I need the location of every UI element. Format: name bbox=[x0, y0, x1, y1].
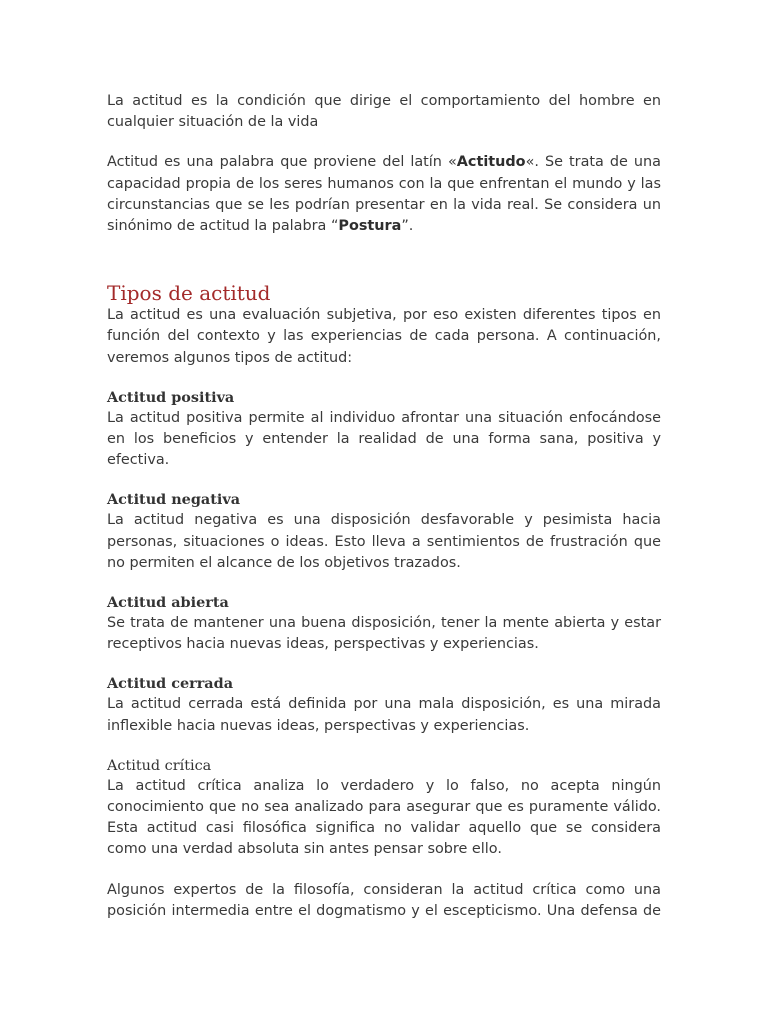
intro-bold-postura: Postura bbox=[338, 218, 402, 235]
section-lead: La actitud es una evaluación subjetiva, por eso existen diferentes tipos en función del contexto y las experiencias de cada persona. A continuación, veremos algunos tipos de actitud: bbox=[107, 307, 661, 366]
type-block-cerrada bbox=[107, 674, 661, 736]
type-heading: Actitud cerrada bbox=[107, 675, 234, 693]
intro-text-b: «. Se trata de una capacidad propia de los seres humanos con la que enfrentan el mundo y las circunstancias que se les podrían presentar en la vida real. Se considera un sinónimo de actitud la palabra “ bbox=[107, 154, 661, 235]
type-text: La actitud positiva permite al individuo afrontar una situación enfocándose en los beneficios y entender la realidad de una forma sana, positiva y efectiva. bbox=[107, 409, 661, 469]
type-text: Se trata de mantener una buena disposición, tener la mente abierta y estar receptivos hacia nuevas ideas, perspectivas y experiencias. bbox=[107, 615, 661, 653]
type-block-abierta bbox=[107, 593, 661, 655]
type-heading: Actitud positiva bbox=[107, 388, 235, 406]
closing-paragraph: Algunos expertos de la filosofía, consideran la actitud crítica como una posición intermedia entre el dogmatismo y el escepticismo. Una defensa de bbox=[107, 881, 661, 919]
type-block-positiva bbox=[107, 388, 661, 472]
intro-paragraph-2 bbox=[107, 152, 661, 237]
intro-bold-actitudo: Actitudo bbox=[456, 154, 526, 171]
type-heading: Actitud crítica bbox=[107, 757, 212, 774]
type-block-negativa bbox=[107, 490, 661, 574]
intro-text-a: Actitud es una palabra que proviene del latín « bbox=[107, 154, 457, 171]
type-text: La actitud crítica analiza lo verdadero y lo falso, no acepta ningún conocimiento que no sea analizado para asegurar que es puramente válido. Esta actitud casi filosófica significa no validar aquello que se considera como una verdad absoluta sin antes pensar sobre ello. bbox=[107, 777, 661, 858]
type-heading: Actitud abierta bbox=[107, 594, 229, 612]
section-title: Tipos de actitud bbox=[107, 281, 271, 306]
intro-text-c: ”. bbox=[401, 218, 414, 235]
type-text: La actitud cerrada está definida por una mala disposición, es una mirada inflexible hacia nuevas ideas, perspectivas y experiencias. bbox=[107, 696, 661, 734]
type-text: La actitud negativa es una disposición desfavorable y pesimista hacia personas, situaciones o ideas. Esto lleva a sentimientos de frustración que no permiten el alcance de los objetivos trazados. bbox=[107, 512, 661, 571]
intro-paragraph-1: La actitud es la condición que dirige el comportamiento del hombre en cualquier situación de la vida bbox=[107, 93, 661, 131]
type-block-critica bbox=[107, 756, 661, 861]
type-heading: Actitud negativa bbox=[107, 491, 241, 509]
document-page bbox=[107, 91, 661, 922]
